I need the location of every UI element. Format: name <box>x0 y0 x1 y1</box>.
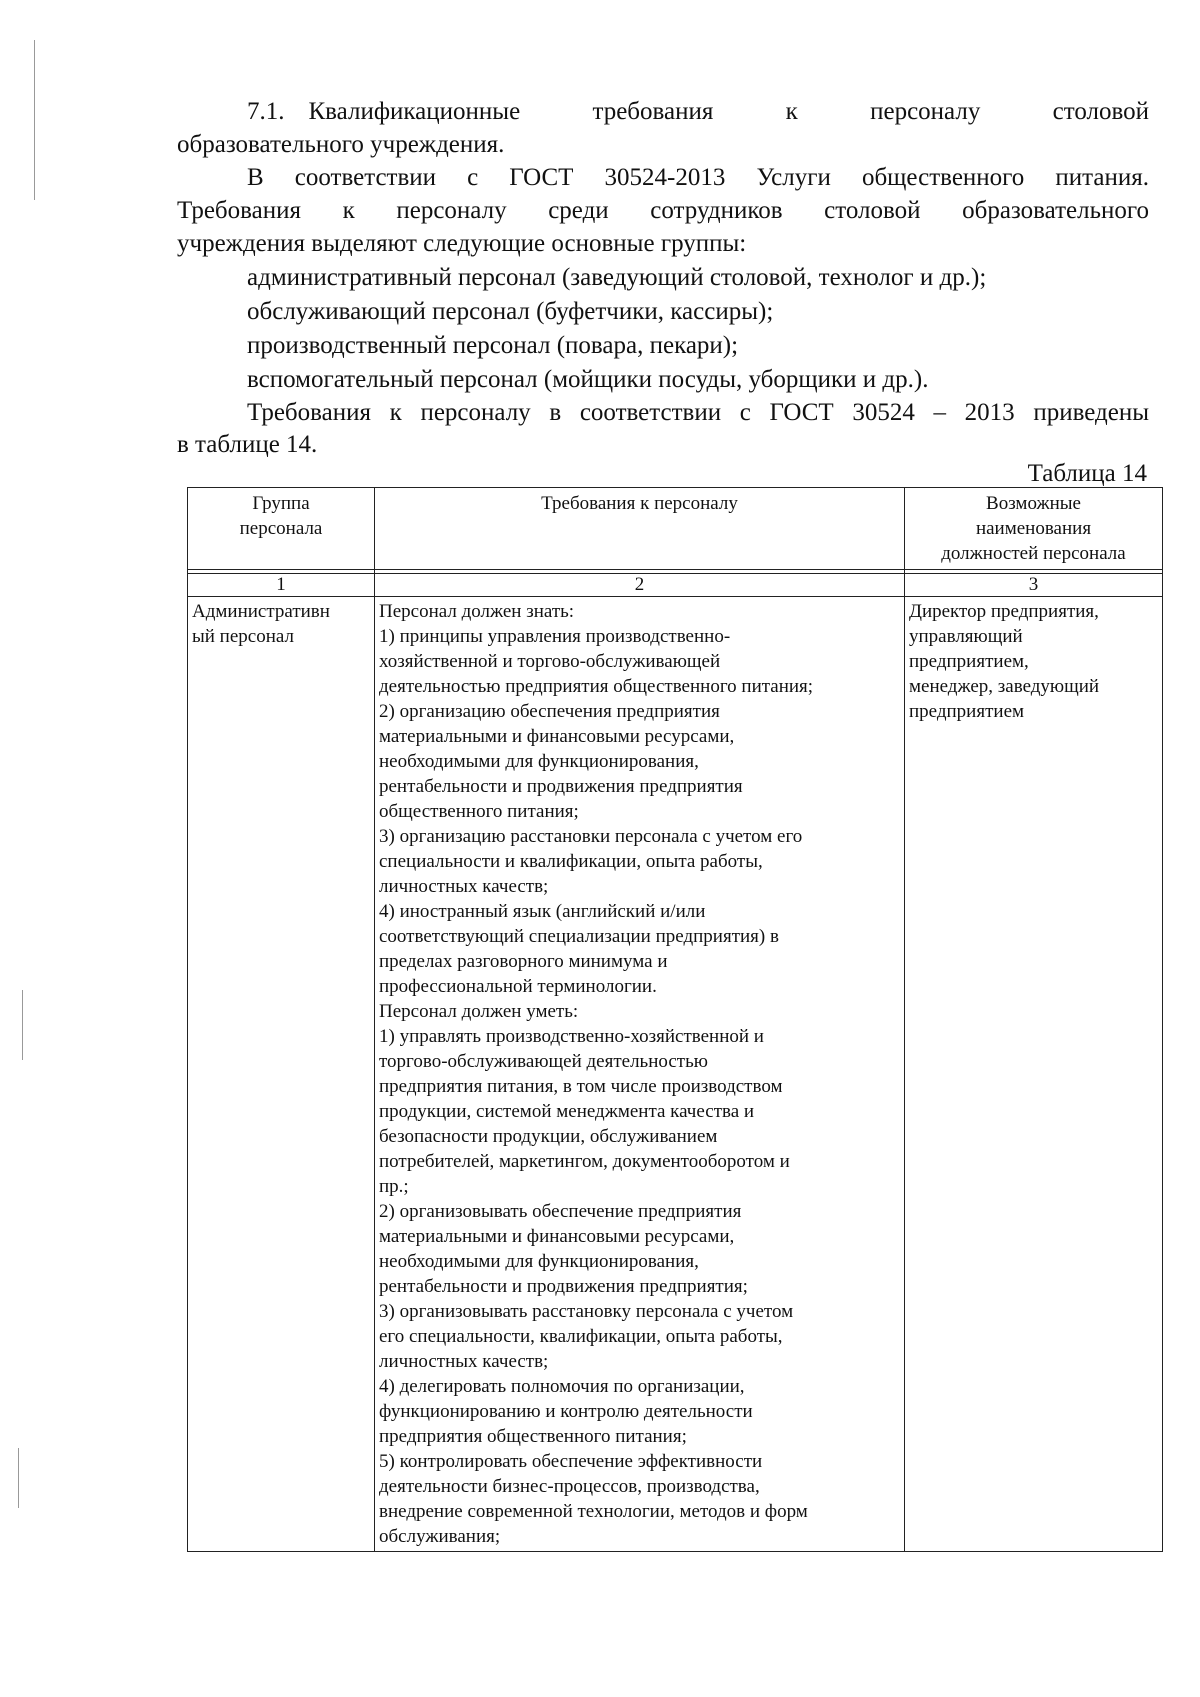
requirement-line: необходимыми для функционирования, <box>379 1251 699 1272</box>
section-number: 7.1. <box>247 98 285 125</box>
requirement-line: профессиональной терминологии. <box>379 976 657 997</box>
requirement-line: потребителей, маркетингом, документооборотом и <box>379 1151 790 1172</box>
requirement-line: 3) организовывать расстановку персонала с учетом <box>379 1301 794 1322</box>
paragraph-line: Требования к персоналу среди сотрудников столовой образовательного <box>177 197 1149 224</box>
requirement-line: рентабельности и продвижения предприятия <box>379 776 743 797</box>
requirement-line: функционированию и контролю деятельности <box>379 1401 753 1422</box>
requirement-line: 2) организацию обеспечения предприятия <box>379 701 720 722</box>
section-title: Квалификационные требования к персоналу столовой <box>308 98 1149 125</box>
requirement-line: его специальности, квалификации, опыта работы, <box>379 1326 783 1347</box>
table-number-row <box>188 574 1163 597</box>
header-group: Группа персонала <box>188 488 375 570</box>
paragraph-line: в таблице 14. <box>177 431 318 458</box>
requirement-line: торгово-обслуживающей деятельностью <box>379 1051 708 1072</box>
column-number: 3 <box>905 574 1163 597</box>
paragraph-line: Требования к персоналу в соответствии с ГОСТ 30524 – 2013 приведены <box>247 399 1149 426</box>
requirement-line: 1) управлять производственно-хозяйственной и <box>379 1026 764 1047</box>
section-heading-line2: образовательного учреждения. <box>177 131 505 158</box>
requirement-line: материальными и финансовыми ресурсами, <box>379 1226 735 1247</box>
header-positions: Возможные наименования должностей персонала <box>905 488 1163 570</box>
requirement-line: 5) контролировать обеспечение эффективности <box>379 1451 763 1472</box>
requirement-line: продукции, системой менеджмента качества и <box>379 1101 755 1122</box>
requirement-line: хозяйственной и торгово-обслуживающей <box>379 651 721 672</box>
column-number: 2 <box>375 574 905 597</box>
scan-edge-mark <box>34 40 35 200</box>
group-item: административный персонал (заведующий столовой, технолог и др.); <box>247 264 987 291</box>
scan-edge-mark <box>18 1448 19 1508</box>
requirement-line: 4) делегировать полномочия по организации, <box>379 1376 745 1397</box>
header-requirements: Требования к персоналу <box>375 488 905 570</box>
group-item: обслуживающий персонал (буфетчики, кассиры); <box>247 298 774 325</box>
requirements-table <box>187 487 1163 1552</box>
requirement-line: материальными и финансовыми ресурсами, <box>379 726 735 747</box>
position-line: управляющий <box>909 626 1023 647</box>
requirement-line: обслуживания; <box>379 1526 501 1547</box>
requirement-line: личностных качеств; <box>379 876 549 897</box>
requirement-line: предприятия питания, в том числе производством <box>379 1076 783 1097</box>
position-line: предприятием <box>909 701 1025 722</box>
positions-cell <box>905 597 1163 1552</box>
requirement-line: пр.; <box>379 1176 409 1197</box>
requirement-line: Персонал должен знать: <box>379 601 575 622</box>
position-line: Директор предприятия, <box>909 601 1099 622</box>
requirement-line: специальности и квалификации, опыта работы, <box>379 851 763 872</box>
requirements-cell <box>375 597 905 1552</box>
column-number: 1 <box>188 574 375 597</box>
group-item: производственный персонал (повара, пекари); <box>247 332 739 359</box>
requirement-line: пределах разговорного минимума и <box>379 951 668 972</box>
requirement-line: рентабельности и продвижения предприятия; <box>379 1276 748 1297</box>
paragraph-line: В соответствии с ГОСТ 30524-2013 Услуги общественного питания. <box>247 164 1149 191</box>
requirement-line: деятельности бизнес-процессов, производства, <box>379 1476 760 1497</box>
section-heading-line1 <box>247 97 1149 127</box>
position-line: менеджер, заведующий <box>909 676 1100 697</box>
table-row <box>188 597 1163 1552</box>
requirement-line: 3) организацию расстановки персонала с учетом его <box>379 826 803 847</box>
requirement-line: деятельностью предприятия общественного питания; <box>379 676 814 697</box>
requirement-line: 2) организовывать обеспечение предприятия <box>379 1201 742 1222</box>
group-item: вспомогательный персонал (мойщики посуды, уборщики и др.). <box>247 366 929 393</box>
requirement-line: Персонал должен уметь: <box>379 1001 579 1022</box>
table-header-row <box>188 488 1163 570</box>
requirement-line: необходимыми для функционирования, <box>379 751 699 772</box>
group-cell: Административн ый персонал <box>188 597 375 1552</box>
paragraph-line: учреждения выделяют следующие основные группы: <box>177 230 747 257</box>
position-line: предприятием, <box>909 651 1029 672</box>
requirement-line: 1) принципы управления производственно- <box>379 626 731 647</box>
requirement-line: внедрение современной технологии, методов и форм <box>379 1501 808 1522</box>
requirement-line: 4) иностранный язык (английский и/или <box>379 901 706 922</box>
scan-edge-mark <box>22 990 23 1060</box>
requirement-line: безопасности продукции, обслуживанием <box>379 1126 718 1147</box>
requirement-line: общественного питания; <box>379 801 579 822</box>
table-caption: Таблица 14 <box>1027 460 1147 487</box>
requirement-line: личностных качеств; <box>379 1351 549 1372</box>
requirement-line: соответствующий специализации предприятия) в <box>379 926 779 947</box>
requirement-line: предприятия общественного питания; <box>379 1426 687 1447</box>
